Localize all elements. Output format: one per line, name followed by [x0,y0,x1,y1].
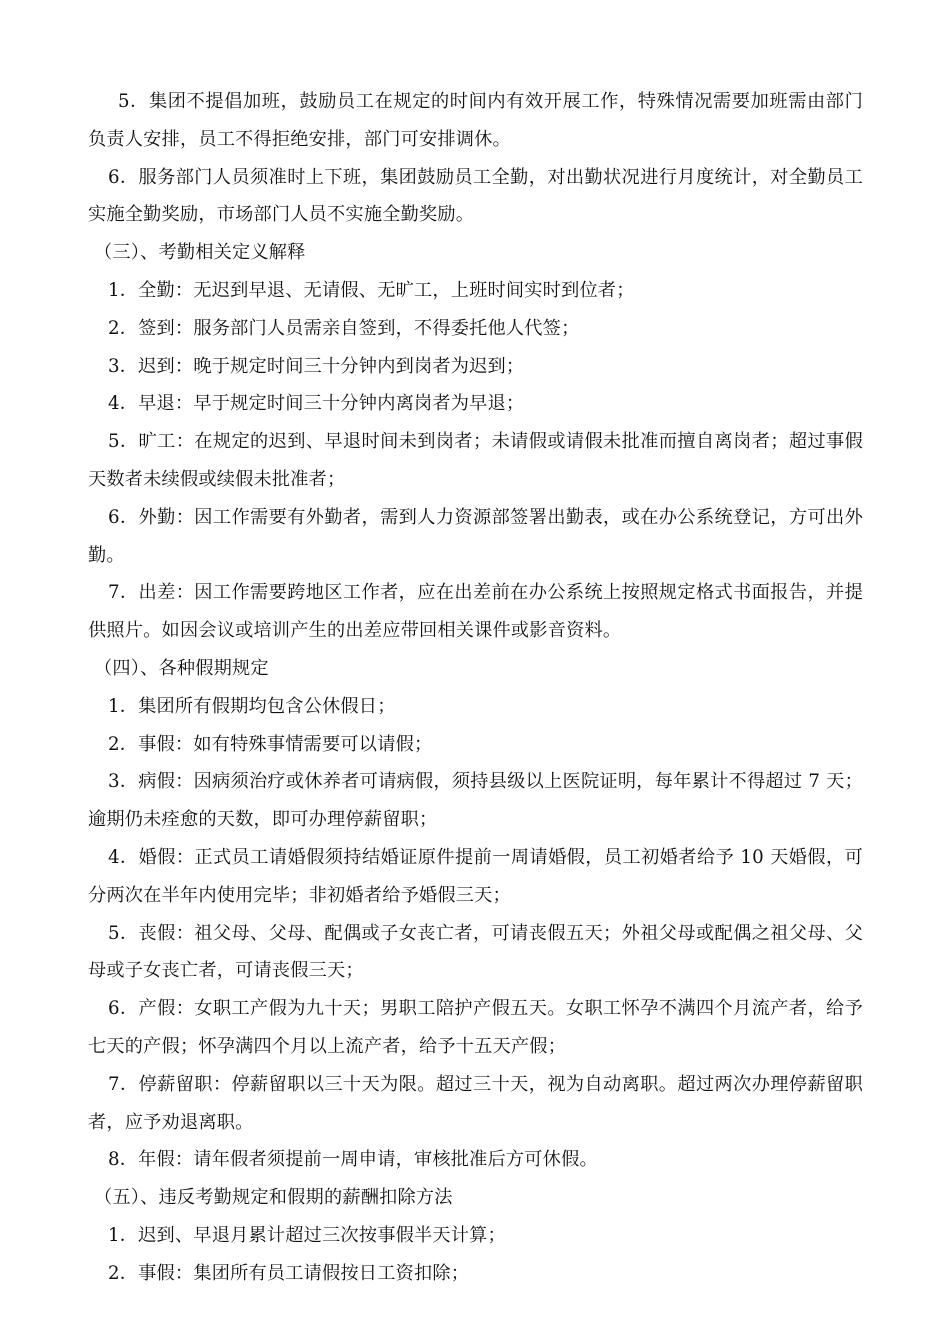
section-heading-attendance-definitions: （三）、考勤相关定义解释 [94,242,306,264]
definition-sign-in: 2．签到：服务部门人员需亲自签到，不得委托他人代签； [108,317,580,339]
paragraph-full-attendance-award: 6．服务部门人员须准时上下班，集团鼓励员工全勤，对出勤状况进行月度统计，对全勤员工实施全勤奖励，市场部门人员不实施全勤奖励。 [88,166,863,226]
definition-field-work: 6．外勤：因工作需要有外勤者，需到人力资源部签署出勤表，或在办公系统登记，方可出外勤。 [88,506,863,566]
leave-rule-unpaid-leave: 7．停薪留职：停薪留职以三十天为限。超过三十天，视为自动离职。超过两次办理停薪留职者，应予劝退离职。 [88,1073,863,1133]
definition-full-attendance: 1．全勤：无迟到早退、无请假、无旷工，上班时间实时到位者； [108,279,635,301]
section-heading-leave-rules: （四）、各种假期规定 [94,657,269,679]
document-body [88,83,863,1293]
leave-rule-annual-leave: 8．年假：请年假者须提前一周申请，审核批准后方可休假。 [108,1149,598,1171]
section-heading-salary-deduction: （五）、违反考勤规定和假期的薪酬扣除方法 [94,1187,453,1209]
leave-rule-sick-leave: 3．病假：因病须治疗或休养者可请病假，须持县级以上医院证明，每年累计不得超过 7 天；逾期仍未痊愈的天数，即可办理停薪留职； [88,771,863,831]
definition-early-leave: 4．早退：早于规定时间三十分钟内离岗者为早退； [108,393,525,415]
leave-rule-maternity-leave: 6．产假：女职工产假为九十天；男职工陪护产假五天。女职工怀孕不满四个月流产者，给予七天的产假；怀孕满四个月以上流产者，给予十五天产假； [88,998,863,1057]
definition-late: 3．迟到：晚于规定时间三十分钟内到岗者为迟到； [108,355,525,377]
leave-rule-personal-leave: 2．事假：如有特殊事情需要可以请假； [108,733,433,755]
leave-rule-marriage-leave: 4．婚假：正式员工请婚假须持结婚证原件提前一周请婚假，员工初婚者给予 10 天婚假，可分两次在半年内使用完毕；非初婚者给予婚假三天； [88,846,863,906]
leave-rule-bereavement-leave: 5．丧假：祖父母、父母、配偶或子女丧亡者，可请丧假五天；外祖父母或配偶之祖父母、父母或子女丧亡者，可请丧假三天； [88,922,863,982]
deduction-rule-personal-leave: 2．事假：集团所有员工请假按日工资扣除； [108,1262,470,1284]
definition-absenteeism: 5．旷工：在规定的迟到、早退时间未到岗者；未请假或请假未批准而擅自离岗者；超过事假天数者未续假或续假未批准者； [88,431,863,490]
paragraph-overtime-policy: 5．集团不提倡加班，鼓励员工在规定的时间内有效开展工作，特殊情况需要加班需由部门负责人安排，员工不得拒绝安排，部门可安排调休。 [88,91,863,150]
definition-business-trip: 7．出差：因工作需要跨地区工作者，应在出差前在办公系统上按照规定格式书面报告，并提供照片。如因会议或培训产生的出差应带回相关课件或影音资料。 [88,582,863,642]
leave-rule-public-holidays: 1．集团所有假期均包含公休假日； [108,695,396,717]
deduction-rule-late-early: 1．迟到、早退月累计超过三次按事假半天计算； [108,1224,506,1246]
